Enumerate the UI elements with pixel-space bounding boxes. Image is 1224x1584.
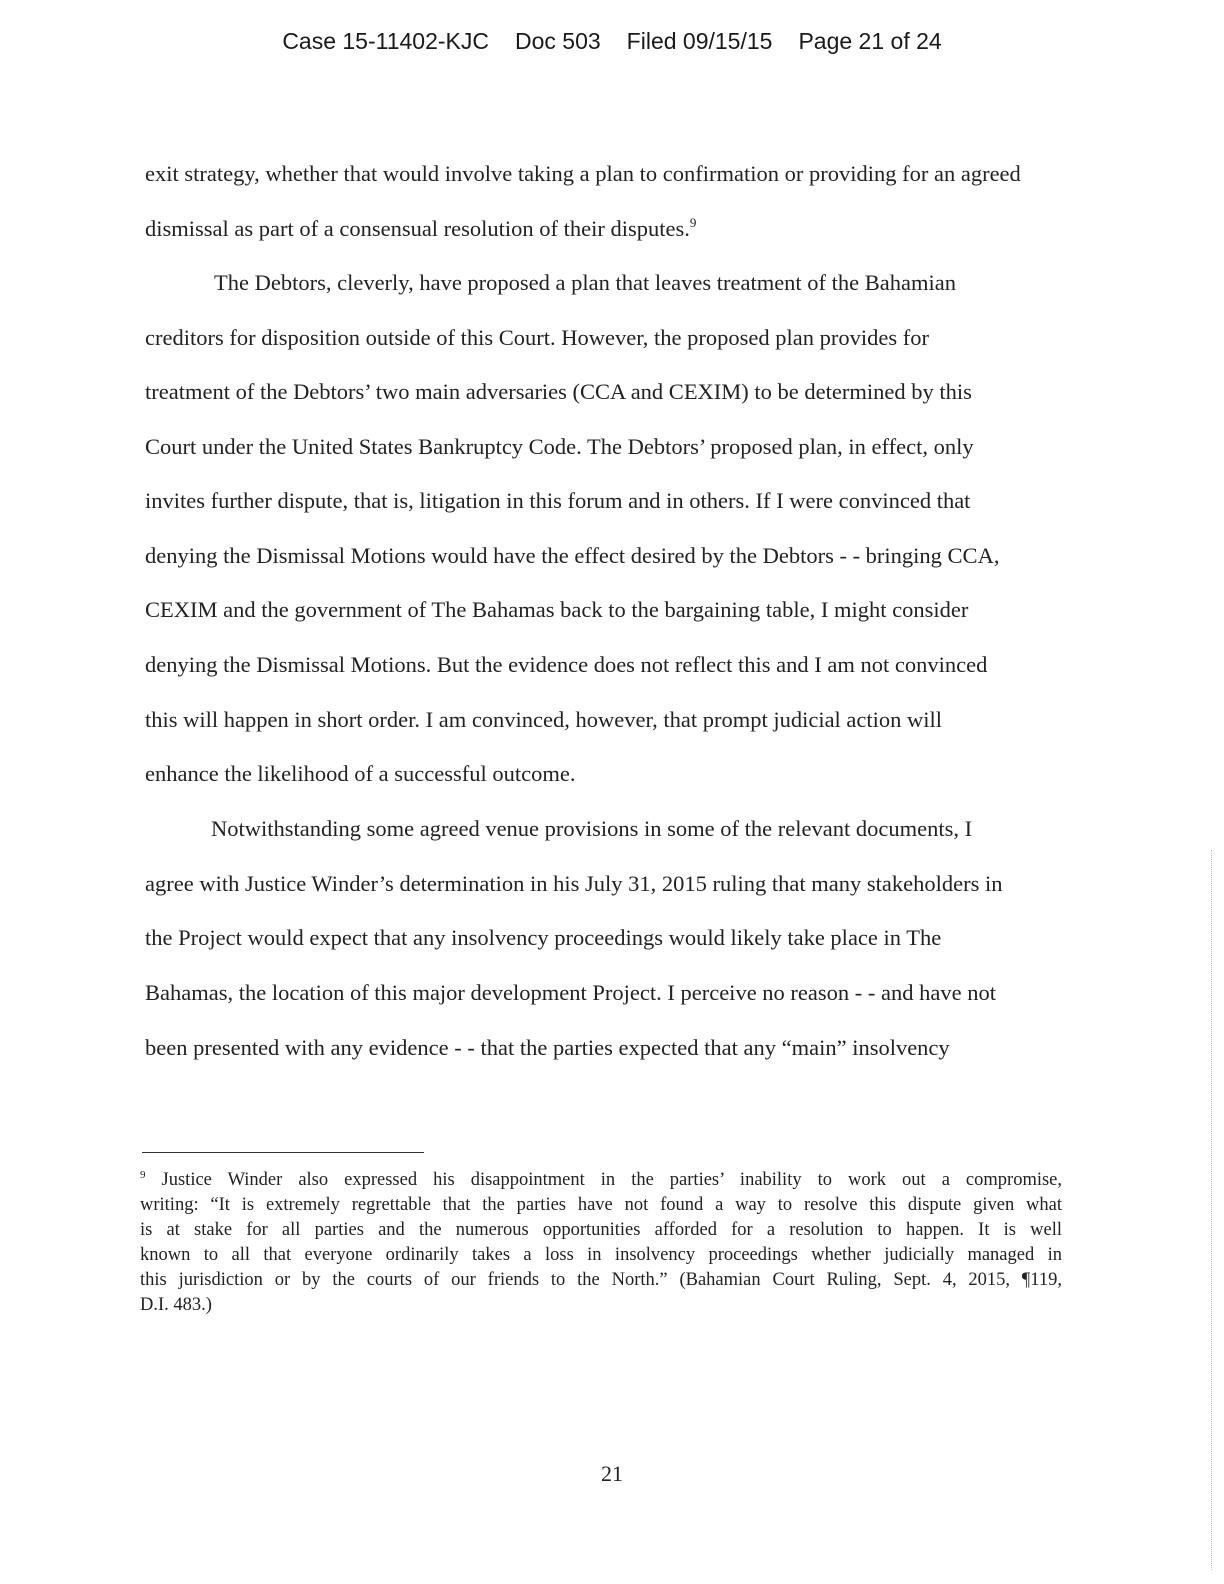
body-line: been presented with any evidence - - that the parties expected that any “main” insolvency <box>145 1035 950 1060</box>
doc-number: Doc 503 <box>515 28 601 54</box>
body-line <box>145 215 696 243</box>
body-line: creditors for disposition outside of this Court. However, the proposed plan provides for <box>145 325 929 350</box>
body-line: treatment of the Debtors’ two main adversaries (CCA and CEXIM) to be determined by this <box>145 379 972 404</box>
body-line: agree with Justice Winder’s determination in his July 31, 2015 ruling that many stakeholders in <box>145 871 1003 896</box>
body-line: Notwithstanding some agreed venue provisions in some of the relevant documents, I <box>211 816 973 841</box>
scan-edge-artifact <box>1210 850 1212 1570</box>
body-line: The Debtors, cleverly, have proposed a plan that leaves treatment of the Bahamian <box>214 270 957 295</box>
footnote-reference[interactable]: 9 <box>689 215 697 230</box>
body-line: exit strategy, whether that would involve taking a plan to confirmation or providing for an agreed <box>145 161 1021 186</box>
filed-date: Filed 09/15/15 <box>626 28 773 54</box>
body-line: Court under the United States Bankruptcy Code. The Debtors’ proposed plan, in effect, only <box>145 434 974 459</box>
body-line: this will happen in short order. I am convinced, however, that prompt judicial action will <box>145 707 943 732</box>
footnote-line: writing: “It is extremely regrettable that the parties have not found a way to resolve this dispute given what <box>140 1195 1062 1215</box>
body-line-text: dismissal as part of a consensual resolution of their disputes. <box>145 216 690 241</box>
body-line: the Project would expect that any insolvency proceedings would likely take place in The <box>145 925 942 950</box>
body-line: Bahamas, the location of this major development Project. I perceive no reason - - and have not <box>145 980 996 1005</box>
footnote-line: known to all that everyone ordinarily takes a loss in insolvency proceedings whether judicially managed in <box>140 1245 1062 1265</box>
body-line: invites further dispute, that is, litigation in this forum and in others. If I were convinced that <box>145 488 971 513</box>
body-line: denying the Dismissal Motions would have the effect desired by the Debtors - - bringing CCA, <box>145 543 1000 568</box>
body-line: denying the Dismissal Motions. But the evidence does not reflect this and I am not convinced <box>145 652 988 677</box>
footnote-separator <box>142 1152 424 1153</box>
footnote-number: 9 <box>140 1169 146 1181</box>
body-line: CEXIM and the government of The Bahamas back to the bargaining table, I might consider <box>145 597 969 622</box>
page-of-pages: Page 21 of 24 <box>798 28 942 54</box>
footnote-line <box>140 1168 1062 1192</box>
footnote-line: is at stake for all parties and the numerous opportunities afforded for a resolution to happen. It is well <box>140 1220 1062 1240</box>
case-header <box>0 28 1224 55</box>
footnote-line: D.I. 483.) <box>140 1295 212 1315</box>
footnote-line: this jurisdiction or by the courts of our friends to the North.” (Bahamian Court Ruling, Sept. 4, 2015, ¶119, <box>140 1270 1062 1290</box>
page-number: 21 <box>601 1461 623 1486</box>
footnote-line-text: Justice Winder also expressed his disappointment in the parties’ inability to work out a compromise, <box>161 1170 1063 1190</box>
body-line: enhance the likelihood of a successful outcome. <box>145 761 576 786</box>
case-number: Case 15-11402-KJC <box>282 28 489 54</box>
